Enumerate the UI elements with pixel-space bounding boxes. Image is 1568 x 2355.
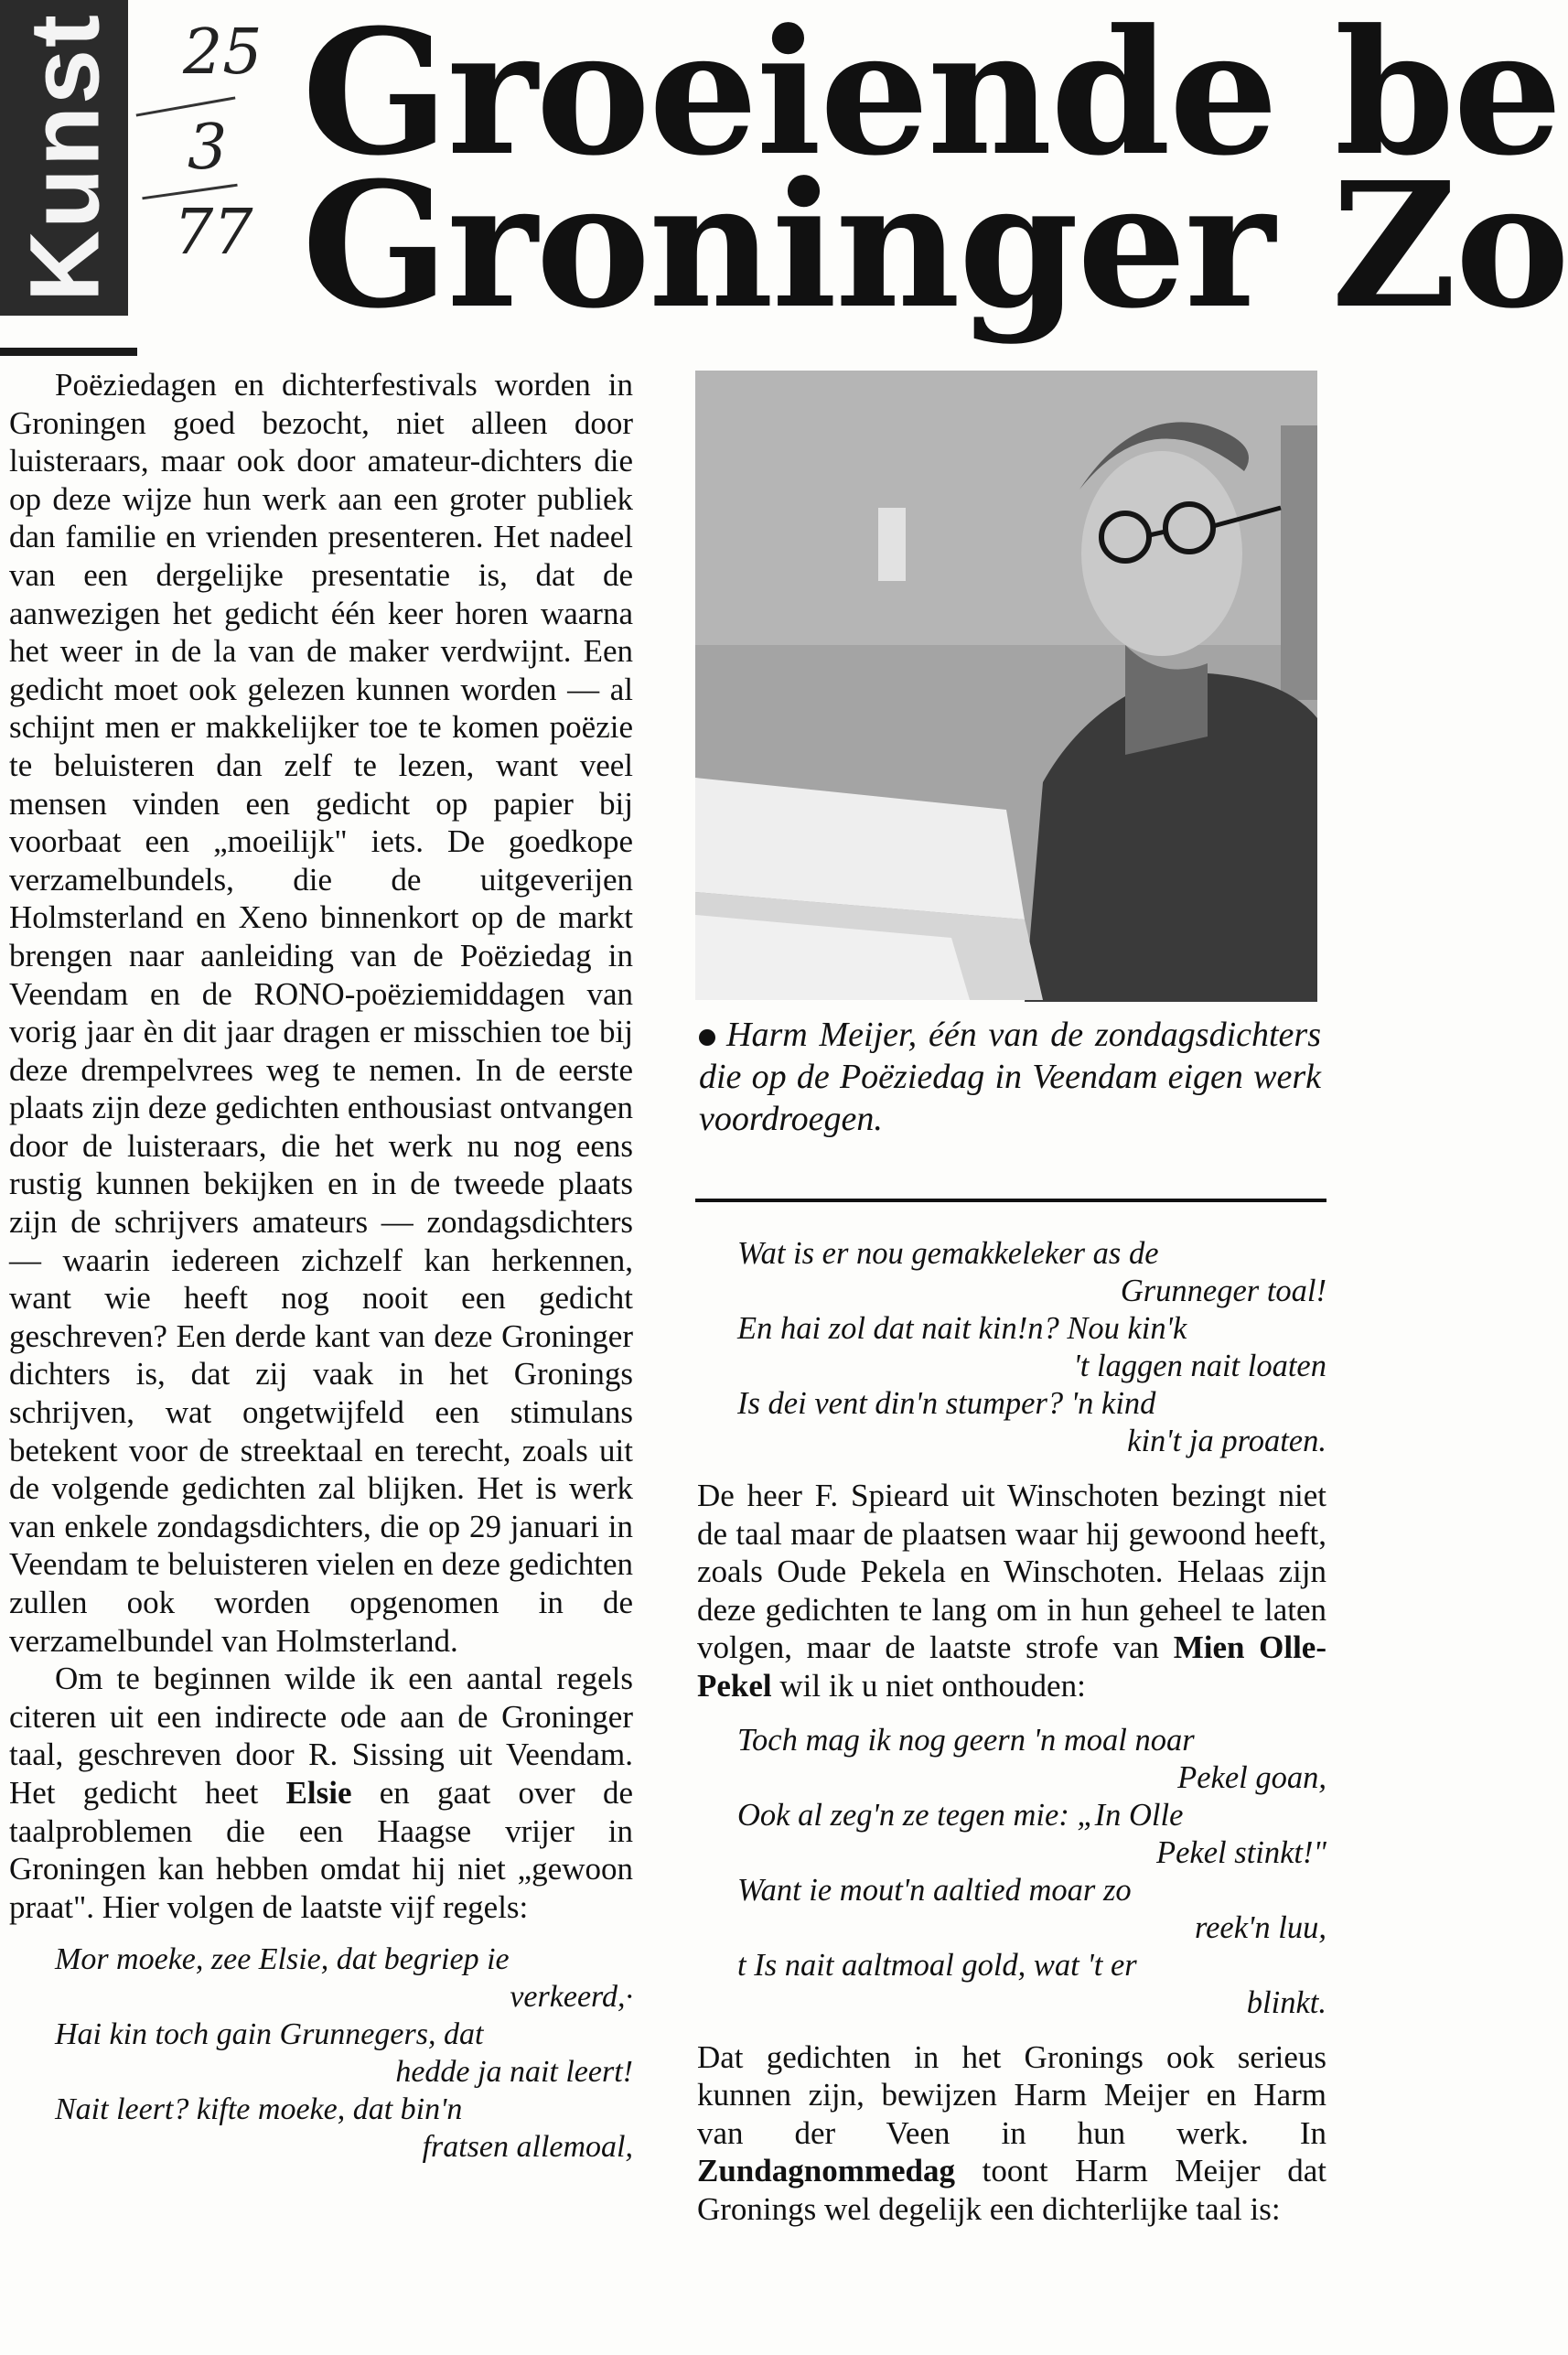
headline-line-2: Groninger Zo <box>302 145 1568 347</box>
poem-line: Pekel goan, <box>1177 1759 1326 1795</box>
section-label-text: Kunst <box>8 13 120 302</box>
quoted-poem <box>697 1235 1326 1460</box>
poem-line: t Is nait aaltmoal gold, wat 't er <box>737 1947 1137 1983</box>
poem-line: Mor moeke, zee Elsie, dat begriep ie <box>55 1942 510 1977</box>
poem-line: 't laggen nait loaten <box>1073 1349 1326 1383</box>
poem-line: Nait leert? kifte moeke, dat bin'n <box>55 2092 463 2127</box>
photo-caption: Harm Meijer, één van de zondagsdichters die op de Poëziedag in Veendam eigen werk voordroegen. <box>699 1016 1321 1138</box>
handwritten-year: 77 <box>174 197 253 269</box>
poem-title: Elsie <box>285 1774 352 1811</box>
article-left-column <box>9 366 633 2166</box>
poem-line: Pekel stinkt!" <box>1156 1834 1326 1870</box>
portrait-photo <box>695 371 1317 1000</box>
poem-line: Want ie mout'n aaltied moar zo <box>737 1872 1132 1908</box>
poem-line: Wat is er nou gemakkeleker as de <box>737 1236 1159 1271</box>
poem-line: En hai zol dat nait kin!n? Nou kin'k <box>737 1311 1187 1346</box>
poem-title: Zundagnommedag <box>697 2153 956 2189</box>
quoted-poem <box>697 1722 1326 2022</box>
quoted-poem <box>9 1941 633 2166</box>
poem-line: Grunneger toal! <box>1120 1274 1326 1308</box>
headline-line-1: Groeiende be <box>302 0 1561 194</box>
poem-line: Ook al zeg'n ze tegen mie: „In Olle <box>737 1797 1184 1833</box>
poem-line: hedde ja nait leert! <box>395 2055 633 2090</box>
section-divider <box>0 348 137 356</box>
poem-title: Mien Olle-Pekel <box>697 1629 1326 1704</box>
bullet-icon <box>699 1029 715 1046</box>
article-paragraph: De heer F. Spieard uit Winschoten bezingt niet de taal maar de plaatsen waar hij gewoond heeft, zoals Oude Pekela en Winschoten. Helaas zijn deze gedichten te lang om in hun geheel te laten volgen, maar de laatste strofe van Mien Olle-Pekel wil ik u niet onthouden: <box>697 1478 1326 1704</box>
poem-line: verkeerd,· <box>510 1980 633 2015</box>
article-right-column <box>697 1235 1326 2229</box>
poem-line: kin't ja proaten. <box>1127 1424 1326 1458</box>
poem-line: Is dei vent din'n stumper? 'n kind <box>737 1386 1156 1421</box>
handwritten-month: 3 <box>188 112 228 184</box>
section-label-kunst <box>0 0 128 316</box>
column-divider <box>695 1199 1326 1202</box>
poem-line: fratsen allemoal, <box>422 2130 633 2165</box>
article-paragraph: Dat gedichten in het Gronings ook serieus kunnen zijn, bewijzen Harm Meijer en Harm van der Veen in hun werk. In Zundagnommedag toont Harm Meijer dat Gronings wel degelijk een dichterlijke taal is: <box>697 2038 1326 2227</box>
poem-line: blinkt. <box>1246 1984 1326 2020</box>
poem-line: Toch mag ik nog geern 'n moal noar <box>737 1722 1195 1758</box>
poem-line: Hai kin toch gain Grunnegers, dat <box>55 2017 484 2052</box>
handwritten-day: 25 <box>183 16 263 89</box>
article-paragraph: Poëziedagen en dichterfestivals worden in Groningen goed bezocht, niet alleen door luisteraars, maar ook door amateur-dichters die op deze wijze hun werk aan een groter publiek dan familie en vrienden presenteren. Het nadeel van een dergelijke presentatie is, dat de aanwezigen het gedicht één keer horen waarna het weer in de la van de maker verdwijnt. Een gedicht moet ook gelezen kunnen worden — al schijnt men er makkelijker toe te komen poëzie te beluisteren dan zelf te lezen, want veel mensen vinden een gedicht op papier bij voorbaat een „moeilijk" iets. De goedkope verzamelbundels, die de uitgeverijen Holmsterland en Xeno binnenkort op de markt brengen naar aanleiding van de Poëziedag in Veendam en de RONO-poëziemiddagen van vorig jaar èn dit jaar dragen er misschien toe bij deze drempelvrees weg te nemen. In de eerste plaats zijn deze gedichten enthousiast ontvangen door de luisteraars, die het werk nu nog eens rustig kunnen bekijken en in de tweede plaats zijn de schrijvers amateurs — zondagsdichters — waarin iedereen zichzelf kan herkennen, want wie heeft nog nooit een gedicht geschreven? Een derde kant van deze Groninger dichters is, dat zij vaak in het Gronings schrijven, wat ongetwijfeld een stimulans betekent voor de streektaal en terecht, zoals uit de volgende gedichten zal blijken. Het is werk van enkele zondagsdichters, die op 29 januari in Veendam te beluisteren vielen en deze gedichten zullen ook worden opgenomen in de verzamelbundel van Holmsterland. <box>9 367 633 1659</box>
poem-line: reek'n luu, <box>1194 1909 1326 1945</box>
article-paragraph: Om te beginnen wilde ik een aantal regels citeren uit een indirecte ode aan de Groninger taal, geschreven door R. Sissing uit Veendam. Het gedicht heet Elsie en gaat over de taalproblemen die een Haagse vrijer in Groningen kan hebben omdat hij niet „gewoon praat". Hier volgen de laatste vijf regels: <box>9 1661 633 1925</box>
portrait-image <box>695 371 1317 1000</box>
